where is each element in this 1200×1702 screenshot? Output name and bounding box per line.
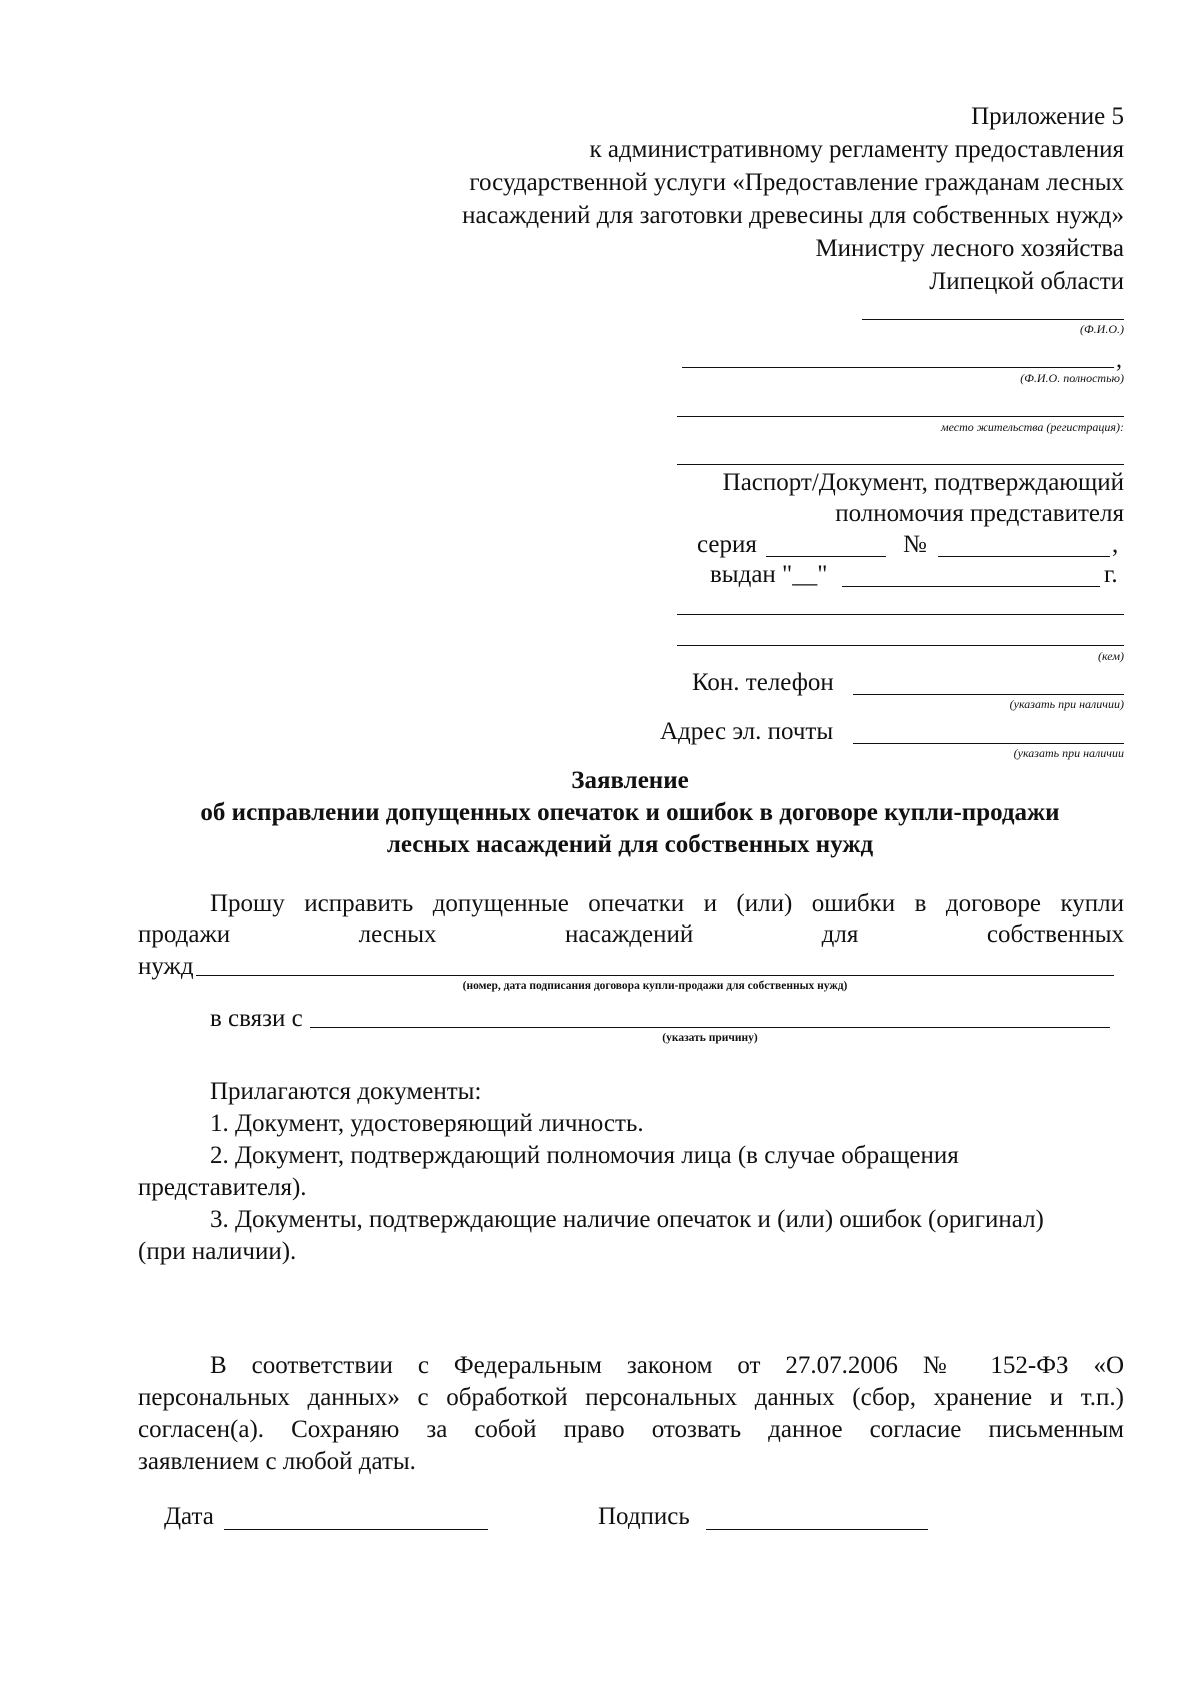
attachment-item-2-cont: представителя). <box>138 1174 307 1201</box>
attachment-item-3-cont: (при наличии). <box>138 1238 297 1265</box>
addressee-line-2: Липецкой области <box>929 268 1124 295</box>
consent-line-3: согласен(а). Сохраняю за собой право отозвать данное согласие письменным <box>138 1416 1124 1443</box>
reason-caption: (указать причину) <box>662 1032 758 1044</box>
request-line-1: Прошу исправить допущенные опечатки и (или) ошибки в договоре купли <box>210 890 1124 917</box>
document-title: Заявление <box>571 767 689 794</box>
appendix-line-2: государственной услуги «Предоставление гражданам лесных <box>469 169 1124 196</box>
fio-full-field-line[interactable] <box>682 367 1114 368</box>
phone-caption: (указать при наличии) <box>1009 697 1124 711</box>
residence-caption: место жительства (регистрация): <box>940 420 1124 434</box>
residence-field-line[interactable] <box>677 416 1124 417</box>
date-field-line[interactable] <box>224 1529 488 1530</box>
consent-line-2: персональных данных» с обработкой персональных данных (сбор, хранение и т.п.) <box>138 1384 1124 1411</box>
request-line-2: продажи лесных насаждений для собственных <box>138 921 1124 948</box>
consent-line-4: заявлением с любой даты. <box>138 1448 416 1475</box>
passport-label-2: полномочия представителя <box>835 500 1124 527</box>
series-field-line[interactable] <box>766 556 886 557</box>
fio-full-comma: , <box>1116 347 1122 373</box>
attachment-item-2: 2. Документ, подтверждающий полномочия лица (в случае обращения <box>210 1142 959 1169</box>
signature-label: Подпись <box>598 1503 690 1530</box>
reason-label: в связи с <box>210 1005 303 1032</box>
year-label: г. <box>1104 561 1118 588</box>
series-label: серия <box>697 531 757 558</box>
issued-date-field-line[interactable] <box>842 586 1100 587</box>
appendix-line-3: насаждений для заготовки древесины для собственных нужд» <box>462 202 1124 229</box>
appendix-line-1: к административному регламенту предоставления <box>589 136 1124 163</box>
document-subtitle-2: лесных насаждений для собственных нужд <box>386 831 874 858</box>
signature-field-line[interactable] <box>706 1529 928 1530</box>
appendix-title: Приложение 5 <box>971 103 1124 130</box>
document-subtitle-1: об исправлении допущенных опечаток и ошибок в договоре купли-продажи <box>200 799 1060 826</box>
issued-by-field-line-2[interactable] <box>677 645 1124 646</box>
residence-field-line-2[interactable] <box>677 464 1124 465</box>
number-field-line[interactable] <box>938 556 1110 557</box>
attachment-item-3: 3. Документы, подтверждающие наличие опечаток и (или) ошибок (оригинал) <box>210 1206 1044 1233</box>
email-caption: (указать при наличии <box>1013 746 1124 760</box>
fio-full-caption: (Ф.И.О. полностью) <box>1020 371 1124 385</box>
consent-line-1: В соответствии с Федеральным законом от 27.07.2006 № 152-ФЗ «О <box>210 1352 1124 1379</box>
fio-field-line[interactable] <box>862 319 1124 320</box>
reason-field-line[interactable] <box>310 1027 1110 1028</box>
email-field-line[interactable] <box>853 743 1124 744</box>
issued-by-field-line[interactable] <box>677 614 1124 615</box>
issued-label: выдан "__" <box>710 561 828 588</box>
passport-label-1: Паспорт/Документ, подтверждающий <box>722 469 1124 496</box>
contract-field-line[interactable] <box>196 975 1114 976</box>
email-label: Адрес эл. почты <box>660 718 834 745</box>
number-label: № <box>903 531 927 558</box>
issued-by-caption: (кем) <box>1098 649 1124 663</box>
request-needs-label: нужд <box>138 953 194 980</box>
fio-caption: (Ф.И.О.) <box>1080 322 1124 336</box>
contract-caption: (номер, дата подписания договора купли-продажи для собственных нужд) <box>462 980 848 992</box>
attachments-heading: Прилагаются документы: <box>210 1078 482 1105</box>
attachment-item-1: 1. Документ, удостоверяющий личность. <box>210 1110 644 1137</box>
addressee-line-1: Министру лесного хозяйства <box>815 235 1124 262</box>
phone-field-line[interactable] <box>853 694 1124 695</box>
phone-label: Кон. телефон <box>692 669 834 696</box>
date-label: Дата <box>164 1503 214 1530</box>
number-comma: , <box>1112 531 1119 558</box>
